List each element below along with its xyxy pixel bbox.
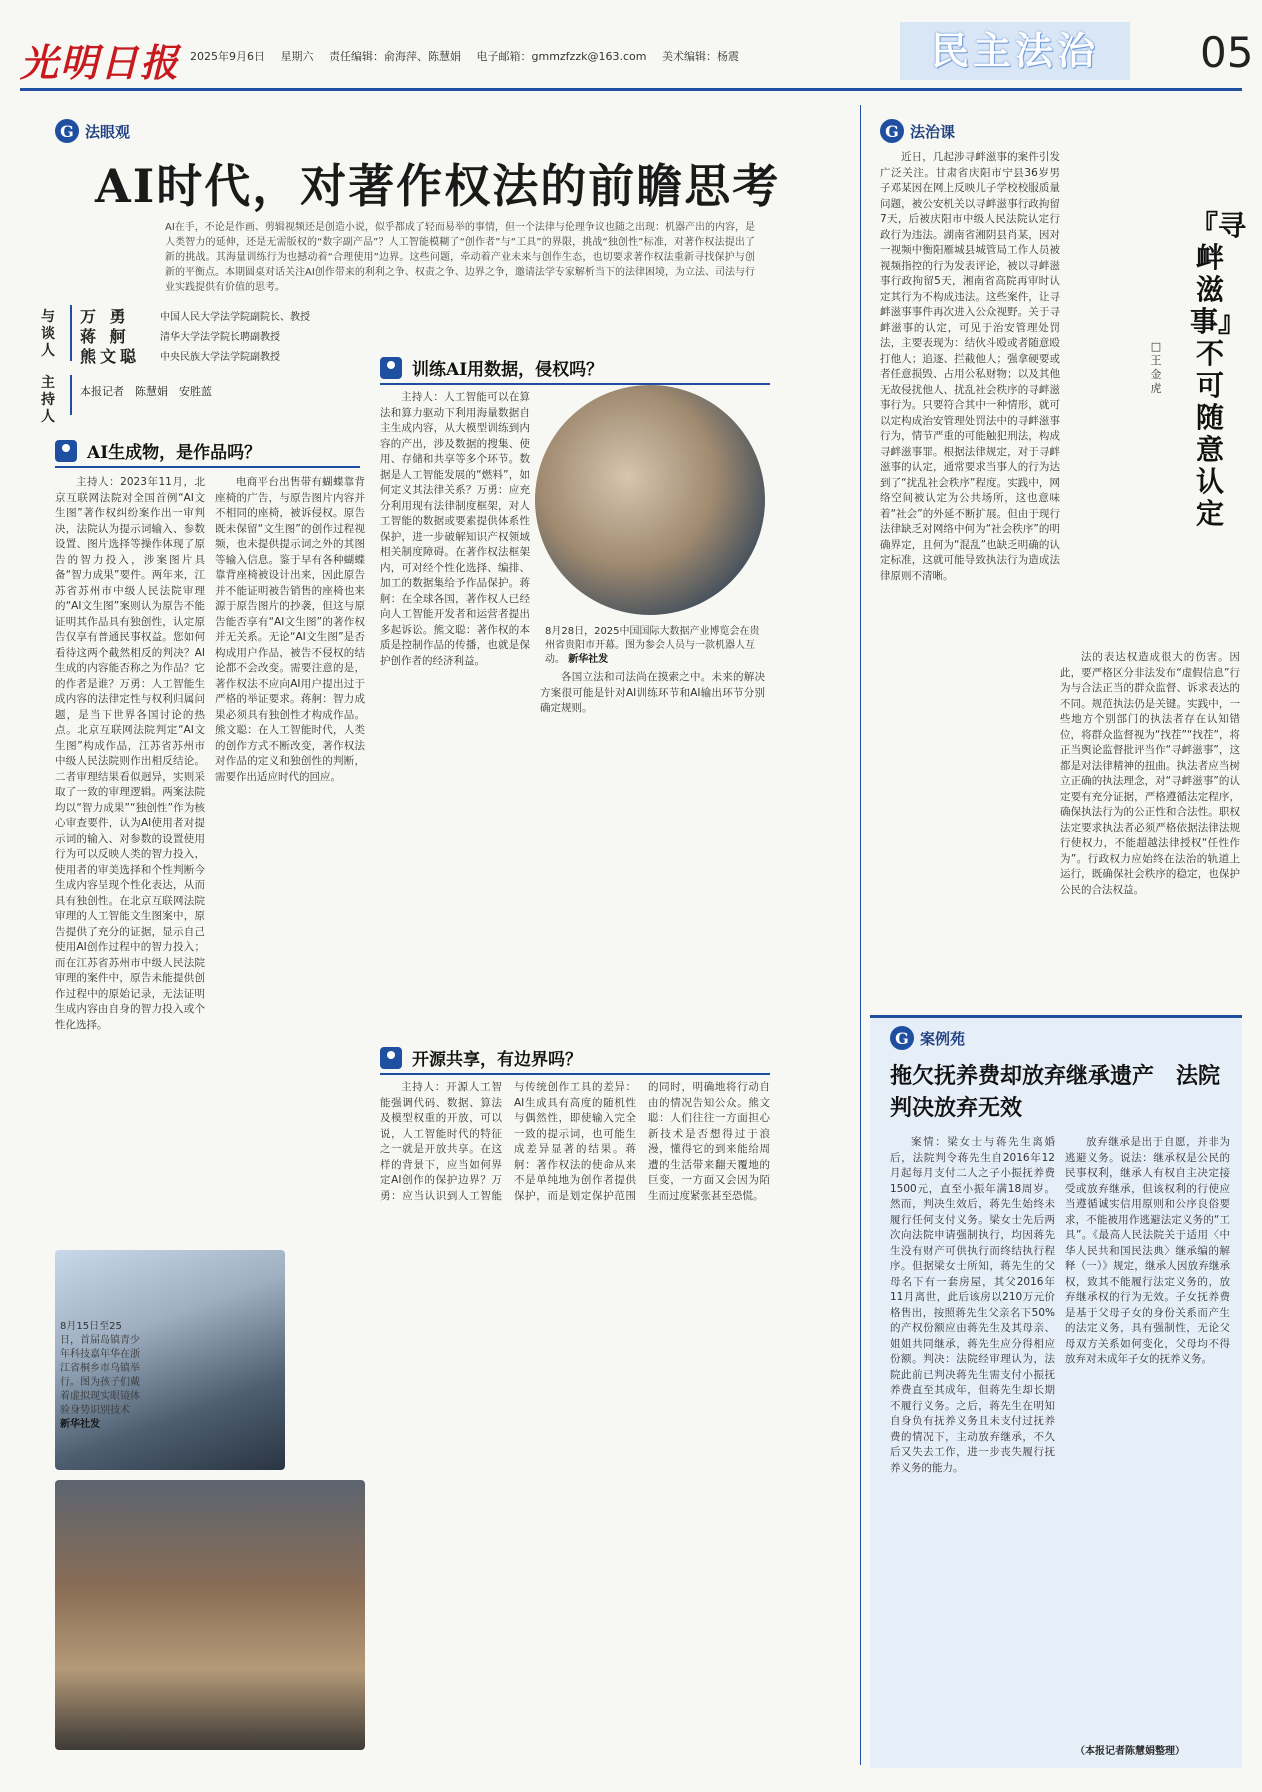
host-divider <box>70 375 72 415</box>
guests-label: 与谈人 <box>41 309 55 359</box>
guest-divider <box>70 305 72 361</box>
host-label: 主持人 <box>41 375 55 425</box>
column-tag-fazhike: G 法治课 <box>880 118 955 144</box>
sidebar-title: 『寻衅滋事』不可随意认定 <box>1190 209 1247 530</box>
sidebar-column-1: 近日，几起涉寻衅滋事的案件引发广泛关注。甘肃省庆阳市宁县36岁男子邓某因在网上反映儿子学校校服质量问题，被公安机关以寻衅滋事行政拘留7天，后被庆阳市中级人民法院认定行政行为违法。湖南省湘阴县肖某，因对一视频中衡阳雁城县城管局工作人员被视频指控的行为发表评论，被以寻衅滋事行政拘留5天，湘南省高院再审时认定其行为不构成违法。这些案件，让寻衅滋事事件再次进入公众视野。关于寻衅滋事的认定，可见于治安管理处罚法，主要表现为：结伙斗殴或者随意殴打他人；追逐、拦截他人；强拿硬要或者任意损毁、占用公私财物；以及其他无故侵扰他人、扰乱社会秩序的寻衅滋事行为。只要符合其中一种情形，就可以定构成治安管理处罚法中的寻衅滋事行为，情节严重的可能触犯刑法，构成寻衅滋事罪。根据法律规定，对于寻衅滋事的认定，通常要求当事人的行为达到了“扰乱社会秩序”程度。实践中，网络空间被认定为公共场所，这也意味着“社会”的外延不断扩展。但由于现行法律缺乏对网络中何为“社会秩序”的明确界定，且何为“混乱”也缺乏明确的认定标准，这就可能导致执法行为造成法律原则不清晰。 <box>880 151 1060 582</box>
masthead <box>20 18 1254 91</box>
editor-email: 电子邮箱：gmmzfzzk@163.com <box>476 50 647 63</box>
column-logo-icon: G <box>890 1026 914 1050</box>
photo2-caption: 8月28日，2025中国国际大数据产业博览会在贵州省贵阳市开幕。图为参会人员与一款机器人互动。 新华社发 <box>545 626 760 665</box>
guest-box <box>40 305 420 425</box>
question-heading-2: 训练AI用数据，侵权吗？ <box>380 355 770 385</box>
masthead-info <box>190 48 751 64</box>
guest-item: 万 勇 中国人民大学法学院副院长、教授 <box>80 306 310 326</box>
case-column-1: 案情：梁女士与蒋先生离婚后，法院判令蒋先生自2016年12月起每月支付二人之子小振抚养费1500元，直至小振年满18周岁。然而，判决生效后，蒋先生始终未履行任何支付义务。梁女士先后两次向法院申请强制执行，均因蒋先生没有财产可供执行而终结执行程序。但据梁女士所知，蒋先生的父母名下有一套房屋，其父2016年11月离世，此后该房以210万元价格售出，按照蒋先生父亲名下50%的产权份额应由蒋先生及其母亲、姐姐共同继承，蒋先生应分得相应份额。判决：法院经审理认为，法院此前已判决蒋先生需支付小振抚养费直至其成年，但蒋先生却长期不履行义务。之后，蒋先生在明知自身负有抚养义务且未支付过抚养费的情况下，主动放弃继承，不久后又失去工作，进一步丧失履行抚养义务的能力。 <box>890 1136 1055 1474</box>
column-divider <box>860 105 861 1765</box>
q1-column-1: 主持人：2023年11月，北京互联网法院对全国首例“AI文生图”著作权纠纷案作出一审判决，法院认为提示词输入、参数设置、图片选择等操作体现了原告的智力投入，涉案图片具备“智力成果”要件。两年来，江苏省苏州市中级人民法院审理的“AI文生图”案则认为原告不能证明其作品具有独创性，认定原告仅享有普通民事权益。您如何看待这两个截然相反的判决？AI生成的内容能否称之为作品？它的作者是谁？万勇：人工智能生成内容的法律定性与权利归属问题，是当下世界各国讨论的热点。北京互联网法院判定“AI文生图”构成作品，江苏省苏州市中级人民法院则作出相反结论。二者审理结果看似迥异，实则采取了一致的审理逻辑。两案法院均以“智力成果”“独创性”作为核心审查要件，认为AI使用者对提示词的输入、对参数的设置使用行为可以反映人类的智力投入，使用者的审美选择和个性判断今生成内容呈现个性化表达，从而具有独创性。在北京互联网法院审理的人工智能文生图案中，原告提供了充分的证据，显示自己使用AI创作过程中的智力投入；而在江苏省苏州市中级人民法院审理的案件中，原告未能提供创作过程中的原始记录，无法证明生成内容由自身的智力投入或个性化选择。 <box>55 476 205 1031</box>
photo1-caption: 8月15日至25日，首届岛镇青少年科技嘉年华在浙江省桐乡市乌镇举行。图为孩子们戴着虚拟现实眼镜体验身势识别技术 新华社发 <box>60 1321 140 1430</box>
column-tag-anliyuan: G 案例苑 <box>890 1025 965 1051</box>
q2-column-1: 主持人：人工智能可以在算法和算力驱动下利用海量数据自主生成内容，从大模型训练到内容的产出，涉及数据的搜集、使用、存储和共享等多个环节。数据是人工智能发展的“燃料”，如何定义其法律关系？万勇：应充分利用现有法律制度框架，对人工智能的数据或要素提供体系性保护，进一步破解知识产权领域相关制度障碍。在著作权法框架内，可对经个性化选择、编排、加工的数据集给予作品保护。蒋舸：在全球各国，著作权人已经向人工智能开发者和运营者提出多起诉讼。熊文聪：著作权的本质是控制作品的传播，也就是保护创作者的经济利益。 <box>380 391 530 667</box>
speaker-icon <box>380 357 402 379</box>
sidebar-author: □ 王金虎 <box>1150 340 1162 395</box>
column-name: 法眼观 <box>85 122 131 141</box>
case-title: 拖欠抚养费却放弃继承遗产 法院判决放弃无效 <box>890 1063 1221 1121</box>
section-title: 民主法治 <box>900 22 1130 80</box>
speaker-icon <box>380 1047 402 1069</box>
robot-interaction-photo <box>535 385 765 615</box>
issue-date: 2025年9月6日 <box>190 50 265 63</box>
feature-lead: AI在手，不论是作画、剪辑视频还是创造小说，似乎都成了轻而易举的事情，但一个法律与伦理争议也随之出现：机器产出的内容，是人类智力的延伸，还是无需版权的“数字副产品”？人工智能模糊了“创作者”与“工具”的界限，挑战“独创性”标准，对著作权法提出了新的挑战。其海量训练行为也撼动着“合理使用”边界。这些问题，牵动着产业未来与创作生态，也切要求著作权法重新寻找保护与创新的平衡点。本期圆桌对话关注AI创作带来的利利之争、权责之争、边界之争，邀请法学专家解析当下的法律困境，为立法、司法与行业实践提供有价值的思考。 <box>165 222 755 293</box>
speaker-icon <box>55 440 77 462</box>
art-editor: 美术编辑：杨震 <box>661 50 739 63</box>
host-names: 本报记者 陈慧娟 安胜蓝 <box>80 385 212 398</box>
column-logo-icon: G <box>880 119 904 143</box>
book-fair-photo <box>55 1480 365 1750</box>
question-heading-3: 开源共享，有边界吗？ <box>380 1045 770 1075</box>
q2-column-2: 各国立法和司法尚在摸索之中。未来的解决方案很可能是针对AI训练环节和AI输出环节分别确定规则。 <box>540 671 765 714</box>
q1-column-2: 电商平台出售带有蝴蝶靠背座椅的广告，与原告图片内容并不相同的座椅，被诉侵权。原告既未保留“文生图”的创作过程视频，也未提供提示词之外的其图等输入信息。鉴于早有各种蝴蝶靠背座椅被设计出来，因此原告并不能证明被告销售的座椅也来源于原告图片的抄袭，但这与原告能否享有“AI文生图”的著作权并无关系。无论“AI文生图”是否构成用户作品，被告不侵权的结论都不会改变。需要注意的是，著作权法不应向AI用户提出过于严格的举证要求。蒋舸：智力成果必须具有独创性才构成作品。熊文聪：在人工智能时代，人类的创作方式不断改变，著作权法对作品的定义和独创性的判断，需要作出适应时代的回应。 <box>215 476 365 783</box>
question-heading-1: AI生成物，是作品吗？ <box>55 438 360 468</box>
issue-weekday: 星期六 <box>280 50 314 63</box>
case-column-2: 放弃继承是出于自愿，并非为逃避义务。说法：继承权是公民的民事权利，继承人有权自主决定接受或放弃继承，但该权利的行使应当遵循诚实信用原则和公序良俗要求，不能被用作逃避法定义务的“工具”。《最高人民法院关于适用〈中华人民共和国民法典〉继承编的解释（一）》规定，继承人因放弃继承权，致其不能履行法定义务的，放弃继承权的行为无效。子女抚养费是基于父母子女的身份关系而产生的法定义务，具有强制性，无论父母双方关系如何变化，父母均不得放弃对未成年子女的抚养义务。 <box>1065 1136 1230 1365</box>
guest-item: 蒋 舸 清华大学法学院长聘副教授 <box>80 326 280 346</box>
responsible-editors: 责任编辑：俞海萍、陈慧娟 <box>329 50 461 63</box>
newspaper-logo: 光明日报 <box>20 40 181 85</box>
sidebar-column-2: 法的表达权造成很大的伤害。因此，要严格区分非法发布“虚假信息”行为与合法正当的群众监督、诉求表达的不同。规范执法仍是关键。实践中，一些地方个别部门的执法者存在认知错位，将群众监督视为“找茬”“找茬”，将正当舆论监督批评当作“寻衅滋事”，这都是对法律精神的扭曲。执法者应当树立正确的执法理念，对“寻衅滋事”的认定要有充分证据，严格遵循法定程序，确保执法行为的公正性和合法性。职权法定要求执法者必须严格依据法律法规行使权力，不能超越法律授权“任性作为”。行政权力应始终在法治的轨道上运行，既确保社会秩序的稳定，也保护公民的合法权益。 <box>1060 651 1240 896</box>
q3-columns: 主持人：开源人工智能强调代码、数据、算法及模型权重的开放，可以说，人工智能时代的特征之一就是开放共享。在这样的背景下，应当如何界定AI创作的保护边界？万勇：应当认识到人工智能与传统创作工具的差异：AI生成具有高度的随机性与偶然性，即使输入完全一致的提示词，也可能生成差异显著的结果。蒋舸：著作权法的使命从来不是单纯地为创作者提供保护，而是划定保护范围的同时，明确地将行动自由的情况告知公众。熊文聪：人们往往一方面担心新技术是否想得过于浪漫，懂得它的到来能给周遭的生活带来翻天覆地的巨变，一方面又会因为陌生而过度紧张甚至恐慌。 <box>380 1081 770 1202</box>
guest-list <box>80 305 420 365</box>
column-tag-fayanguan <box>55 118 130 144</box>
case-credit: （本报记者陈慧娟整理） <box>1075 1746 1185 1757</box>
page-number: 05 <box>1200 28 1254 77</box>
feature-title: AI时代，对著作权法的前瞻思考 <box>95 159 781 213</box>
guest-item: 熊文聪 中央民族大学法学院副教授 <box>80 346 280 366</box>
column-logo-icon: G <box>55 119 79 143</box>
